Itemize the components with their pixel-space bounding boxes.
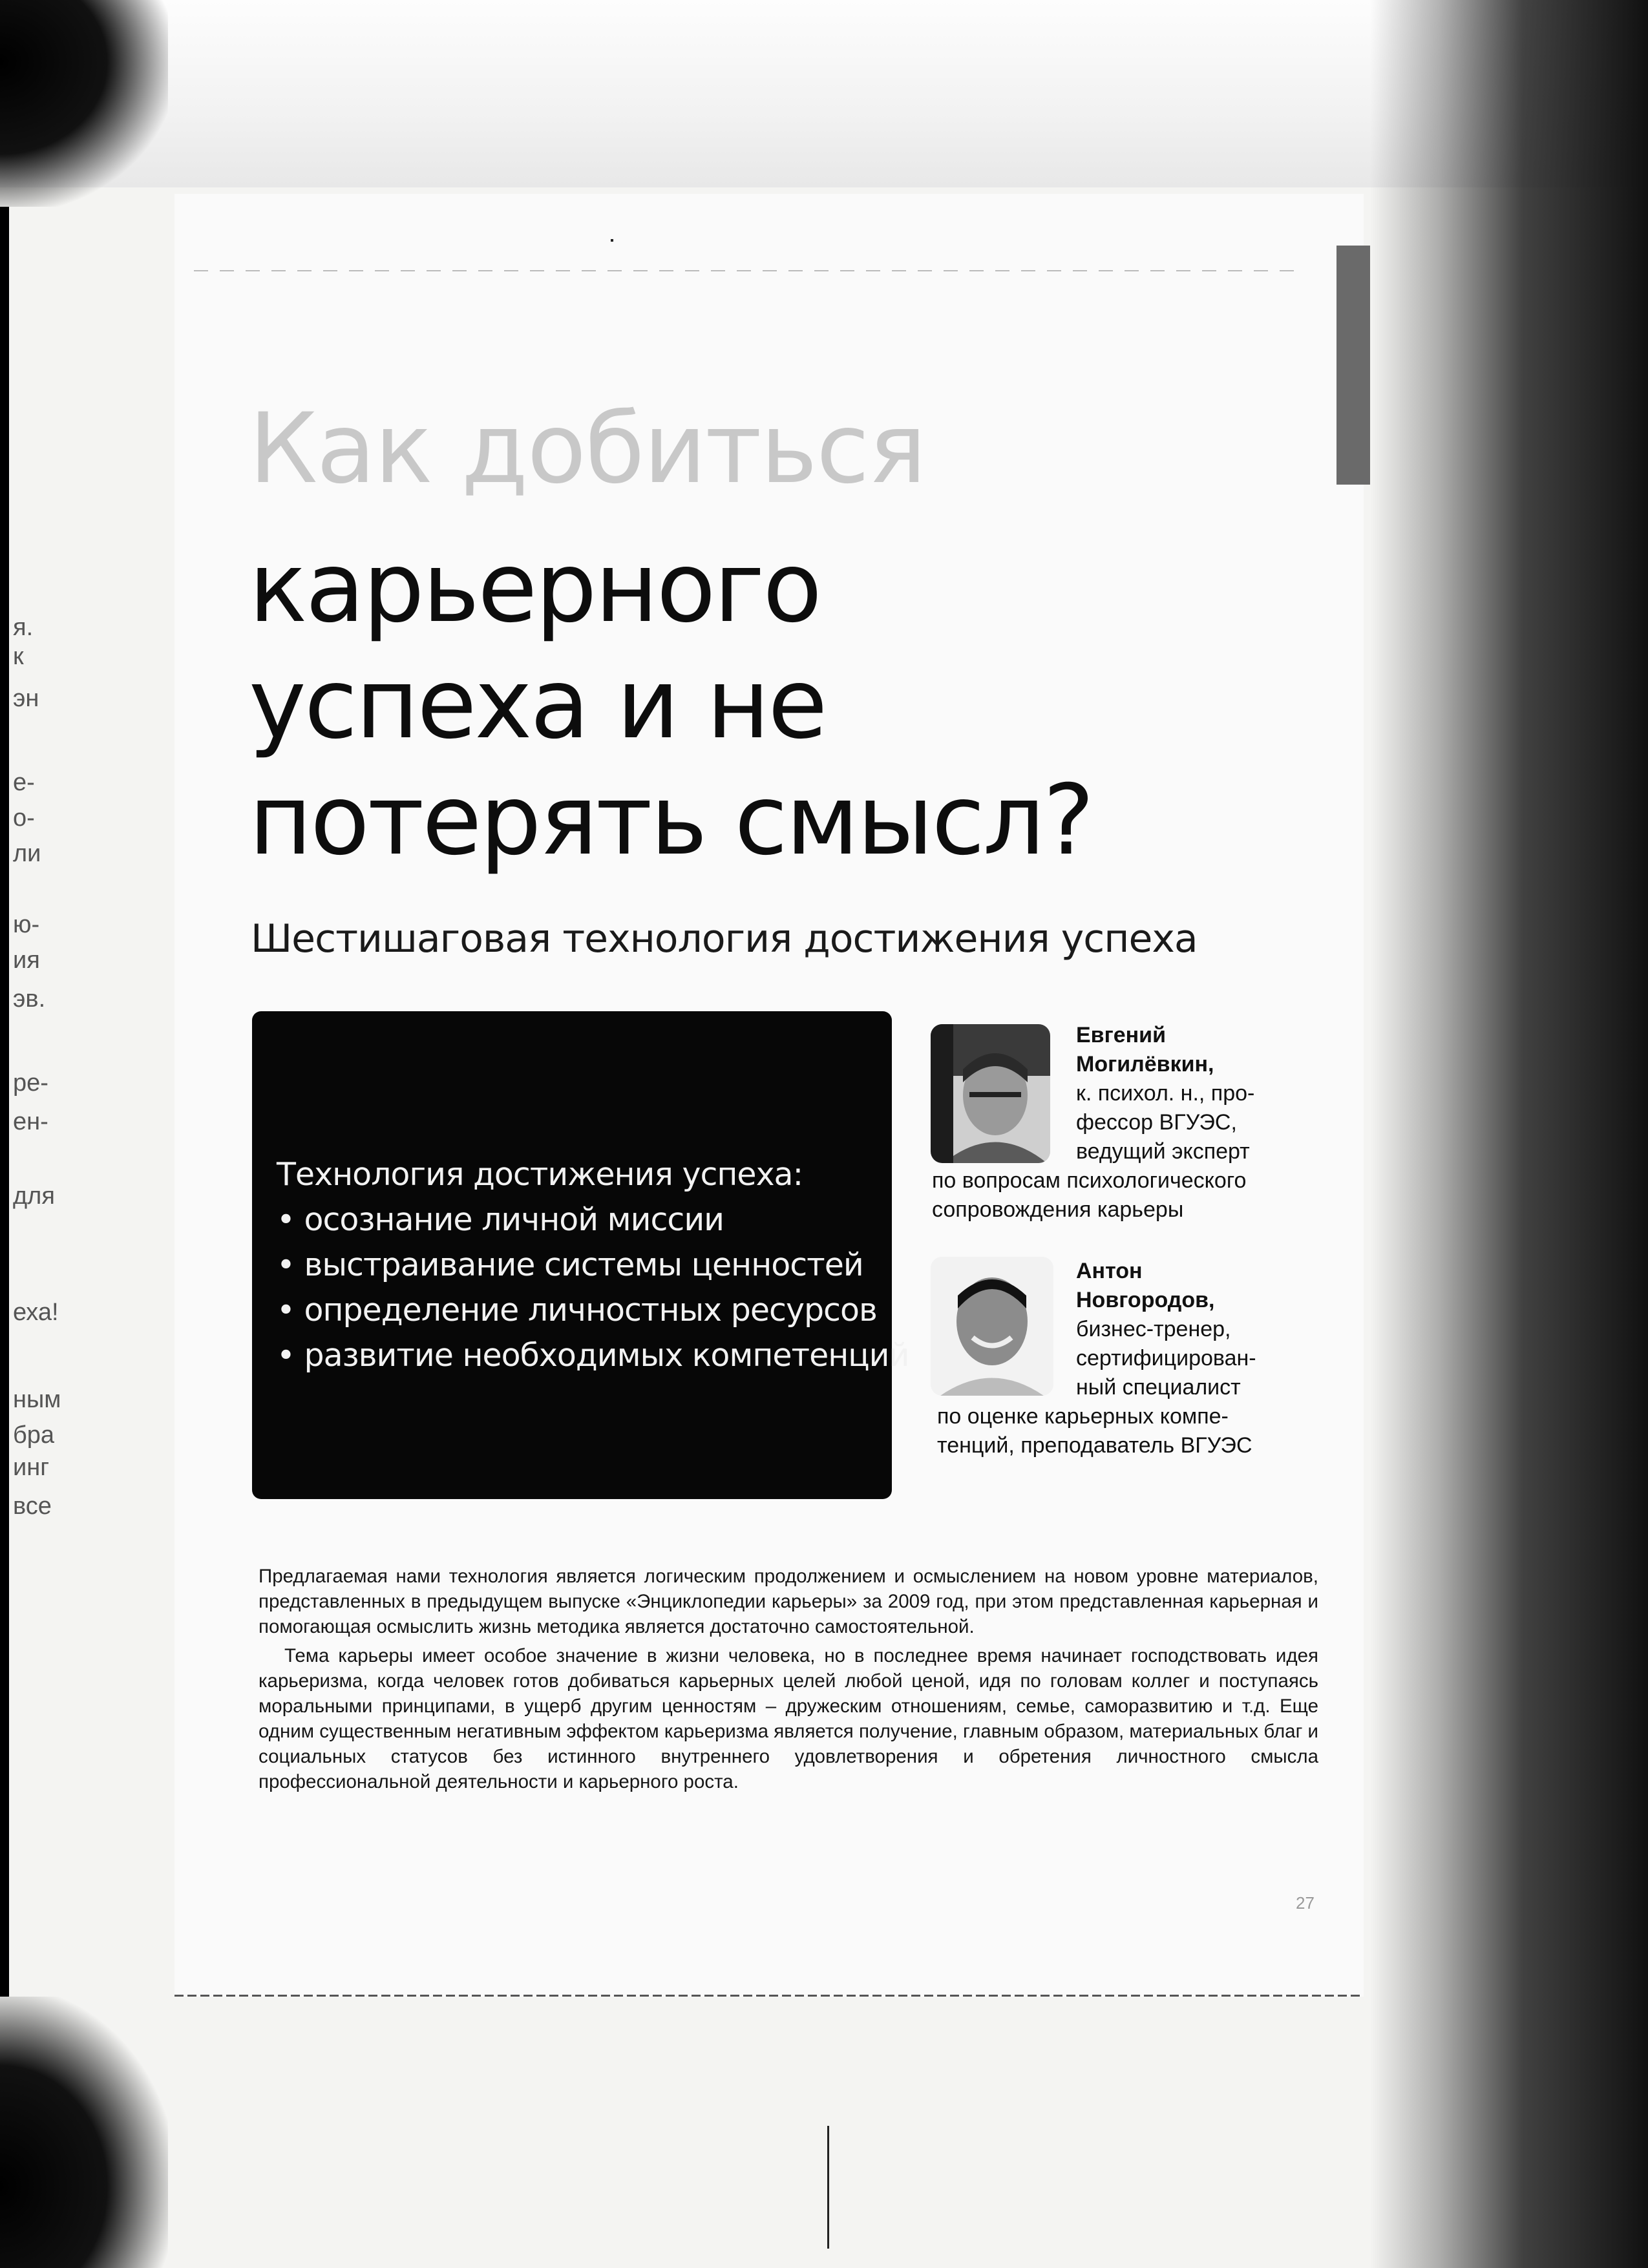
fragment-text: все xyxy=(13,1493,52,1520)
fragment-text: ия xyxy=(13,947,40,974)
author-desc: тенций, преподаватель ВГУЭС xyxy=(937,1433,1252,1458)
title-line: карьерного xyxy=(249,532,821,644)
author-desc: ведущий эксперт xyxy=(1076,1139,1250,1164)
scan-left-edge xyxy=(0,207,9,1997)
fragment-text: ным xyxy=(13,1386,61,1413)
title-line: потерять смысл? xyxy=(249,764,1093,877)
technology-heading: Технология достижения успеха: xyxy=(277,1156,803,1193)
author-desc: сертифицирован- xyxy=(1076,1346,1256,1370)
fragment-text: инг xyxy=(13,1454,50,1481)
author-1-desc-wide xyxy=(932,1166,1246,1224)
fragment-text: ре- xyxy=(13,1069,48,1097)
scan-mark xyxy=(611,239,613,242)
author-photo-icon xyxy=(931,1257,1053,1396)
author-desc: по оценке карьерных компе- xyxy=(937,1404,1229,1429)
scan-shadow-top-left xyxy=(0,0,168,207)
fragment-text: ли xyxy=(13,840,41,867)
author-name: Могилёвкин, xyxy=(1076,1052,1214,1076)
technology-item: • выстраивание системы ценностей xyxy=(277,1246,863,1283)
author-desc: ный специалист xyxy=(1076,1375,1241,1400)
fragment-text: ен- xyxy=(13,1108,48,1135)
title-line-light: Как добиться xyxy=(249,393,925,505)
author-desc: сопровождения карьеры xyxy=(932,1197,1184,1222)
fragment-text: ю- xyxy=(13,911,40,938)
author-2-desc-wide xyxy=(937,1402,1252,1460)
technology-list xyxy=(277,1152,909,1378)
author-desc: фессор ВГУЭС, xyxy=(1076,1110,1237,1135)
fragment-text: е- xyxy=(13,769,35,796)
title-line: успеха и не xyxy=(249,648,826,761)
page-number: 27 xyxy=(1296,1893,1315,1913)
fragment-text: эн xyxy=(13,685,39,712)
article-body xyxy=(259,1564,1318,1798)
page-subtitle: Шестишаговая технология достижения успеха xyxy=(251,916,1198,961)
technology-item: • определение личностных ресурсов xyxy=(277,1292,877,1328)
fragment-text: бра xyxy=(13,1422,55,1449)
author-name: Антон xyxy=(1076,1259,1143,1283)
scan-shadow-right xyxy=(1370,0,1648,2268)
author-desc: к. психол. н., про- xyxy=(1076,1081,1255,1106)
fragment-text: к xyxy=(13,643,24,670)
author-name: Новгородов, xyxy=(1076,1288,1215,1312)
author-2 xyxy=(1076,1257,1256,1402)
author-1 xyxy=(1076,1021,1254,1166)
fragment-text: для xyxy=(13,1182,55,1210)
page-title xyxy=(249,530,1092,879)
fragment-text: еха! xyxy=(13,1299,59,1326)
author-desc: по вопросам психологического xyxy=(932,1168,1247,1193)
technology-box xyxy=(252,1011,909,1499)
page-bottom-rule xyxy=(174,1995,1364,1997)
fragment-text: я. xyxy=(13,614,34,641)
technology-item: • развитие необходимых компетенций xyxy=(277,1337,909,1374)
fragment-text: эв. xyxy=(13,985,46,1013)
technology-item: • осознание личной миссии xyxy=(277,1201,724,1238)
fragment-text: о- xyxy=(13,804,35,832)
paragraph: Предлагаемая нами технология является логическим продолжением и осмыслением на новом уровне материалов, представленных в предыдущем выпуске «Энциклопедии карьеры» за 2009 год, при этом представленная карьерная и помогающая осмыслить жизнь методика является достаточно самостоятельной. xyxy=(259,1566,1318,1637)
scan-mark xyxy=(827,2126,829,2249)
author-name: Евгений xyxy=(1076,1023,1166,1047)
section-tab xyxy=(1336,246,1370,485)
page-top-rule xyxy=(194,270,1305,271)
author-desc: бизнес-тренер, xyxy=(1076,1317,1231,1341)
scan-shadow-bottom-left xyxy=(0,1997,168,2268)
paragraph: Тема карьеры имеет особое значение в жизни человека, но в последнее время начинает господствовать идея карьеризма, когда человек готов добиваться карьерных целей любой ценой, идя по головам коллег и поступаясь моральными принципами, в ущерб другим ценностям – дружеским отношениям, семье, саморазвитию и т.д. Еще одним существенным негативным эффектом карьеризма является получение, главным образом, материальных благ и социальных статусов без истинного внутреннего удовлетворения и обретения личностного смысла профессиональной деятельности и карьерного роста. xyxy=(259,1645,1319,1792)
author-photo-icon xyxy=(931,1024,1050,1163)
